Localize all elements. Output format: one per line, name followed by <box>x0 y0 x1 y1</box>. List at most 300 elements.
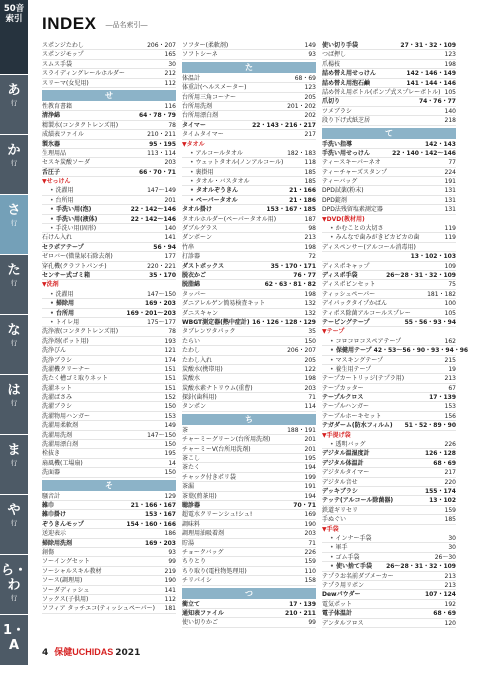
entry-name: 石けん入れ <box>42 234 73 242</box>
index-column-2 <box>182 41 316 628</box>
index-entry <box>42 346 176 355</box>
entry-pages: 169・203 <box>144 539 176 547</box>
entry-pages: 149 <box>304 42 316 49</box>
entry-pages: 202 <box>304 112 316 120</box>
index-entry <box>182 111 316 120</box>
entry-pages: 192 <box>444 600 456 608</box>
index-entry <box>182 600 316 609</box>
entry-pages: 220・221 <box>147 262 176 270</box>
entry-pages: 150 <box>164 403 176 411</box>
index-entry <box>42 567 176 576</box>
entry-name: 洗浄剤(ポット用) <box>42 337 89 345</box>
index-entry <box>322 60 456 69</box>
entry-pages: 116 <box>164 102 176 110</box>
index-entry <box>42 60 176 69</box>
entry-pages: 206・207 <box>147 42 176 49</box>
entry-pages: 151 <box>164 375 176 383</box>
entry-name: ダニスキャン <box>182 309 219 317</box>
entry-name: ディスポキャップ <box>322 262 370 270</box>
entry-pages: 190 <box>304 520 316 528</box>
index-entry <box>182 50 316 59</box>
tab-suffix: 行 <box>10 459 18 467</box>
index-entry <box>182 576 316 585</box>
index-entry <box>182 384 316 393</box>
index-entry <box>42 576 176 585</box>
entry-name: セラポアテープ <box>42 243 84 251</box>
index-entry <box>322 421 456 430</box>
entry-pages: 150 <box>164 441 176 449</box>
index-entry <box>42 215 176 224</box>
entry-pages: 217 <box>444 469 456 477</box>
index-entry <box>322 116 456 125</box>
entry-name: 洗面器 <box>42 469 61 477</box>
index-entry <box>182 454 316 463</box>
entry-pages: 213 <box>444 581 456 589</box>
entry-pages: 22・142〜146 <box>130 206 176 214</box>
tab-2[interactable] <box>0 134 28 194</box>
entry-name: 鉄道ギリセリ <box>322 506 358 514</box>
entry-name: 茶こし <box>182 455 201 463</box>
entry-pages: 193 <box>164 337 176 345</box>
index-entry <box>42 374 176 383</box>
index-entry <box>182 224 316 233</box>
category-heading: ▼DVD(教材用) <box>322 215 365 223</box>
section-heading: そ <box>42 480 176 491</box>
entry-name: 炭酸水素ナトリウム(重曹) <box>182 384 253 392</box>
index-entry <box>322 88 456 97</box>
entry-name: 洗濯ネット <box>42 384 73 392</box>
entry-name: デンタルフロス <box>322 619 364 627</box>
entry-pages: 199 <box>304 473 316 481</box>
tab-suffix: 行 <box>10 279 18 287</box>
category-heading: ▼洗剤 <box>42 281 59 289</box>
index-entry <box>42 595 176 604</box>
index-entry <box>322 69 456 78</box>
entry-name: • みんなで歯みがきピカピカの歯 <box>330 233 419 241</box>
entry-name: テーピングテープ <box>322 318 370 326</box>
category-heading: ▼手袋 <box>322 525 339 533</box>
index-entry <box>182 473 316 482</box>
tab-7[interactable] <box>0 434 28 494</box>
index-entry <box>182 186 316 195</box>
entry-name: • 手洗い用(固形) <box>50 224 96 232</box>
entry-name: 体重計(ヘルスメーター) <box>182 84 247 92</box>
entry-pages: 191 <box>444 178 456 186</box>
entry-pages: 210・211 <box>284 609 316 617</box>
entry-pages: 19 <box>448 365 456 373</box>
entry-name: 詰め替え用せっけん <box>322 70 376 78</box>
entry-pages: 132 <box>304 309 316 317</box>
entry-pages: 213 <box>304 234 316 242</box>
tab-suffix: 行 <box>10 159 18 167</box>
tab-8[interactable] <box>0 494 28 554</box>
index-entry <box>322 252 456 261</box>
entry-pages: 194 <box>304 464 316 472</box>
tab-kana: さ <box>7 203 21 218</box>
index-entry <box>182 130 316 139</box>
entry-name: デジタルタイマー <box>322 469 370 477</box>
entry-pages: 177 <box>164 253 176 261</box>
entry-name: • タオルぞうきん <box>190 186 238 194</box>
brand-logo: 保健UCHIDAS <box>54 647 114 657</box>
index-entry <box>42 318 176 327</box>
page-number: 4 <box>42 648 49 658</box>
index-entry <box>182 215 316 224</box>
entry-pages: 55・56・93・94 <box>404 318 456 326</box>
entry-pages: 141 <box>164 234 176 242</box>
tab-suffix: 行 <box>10 399 18 407</box>
index-entry <box>42 205 176 214</box>
index-entry <box>42 290 176 299</box>
entry-pages: 187 <box>304 215 316 223</box>
index-entry <box>42 121 176 130</box>
entry-name: Dewパウダー <box>322 591 361 599</box>
entry-name: 手ぬぐい <box>322 516 347 524</box>
index-entry <box>182 609 316 618</box>
tab-kana: は <box>7 383 21 398</box>
entry-pages: 186 <box>164 530 176 538</box>
entry-name: ソックス(子供用) <box>42 595 89 603</box>
section-heading: た <box>182 62 316 73</box>
entry-name: 洗濯用漂白剤 <box>42 441 79 449</box>
tab-1[interactable] <box>0 74 28 134</box>
fifty-sound-index-tabs <box>0 0 28 665</box>
index-entry <box>182 299 316 308</box>
entry-name: 茶 <box>182 426 189 434</box>
index-entry <box>42 271 176 280</box>
entry-pages: 118 <box>304 159 316 167</box>
index-entry <box>182 393 316 402</box>
entry-name: 性教育書籍 <box>42 102 73 110</box>
entry-pages: 190 <box>164 577 176 585</box>
entry-name: デッキブラシ <box>322 488 358 496</box>
index-entry <box>42 111 176 120</box>
index-entry <box>182 271 316 280</box>
entry-pages: 76・77 <box>293 272 316 279</box>
entry-pages: 201 <box>164 196 176 204</box>
entry-pages: 181・182 <box>427 290 456 298</box>
index-entry <box>42 130 176 139</box>
entry-pages: 109 <box>444 262 456 270</box>
entry-name: デジタル音せ <box>322 478 358 486</box>
entry-name: タブレンワタパック <box>182 328 236 336</box>
entry-name: スリーマ(女児用) <box>42 79 89 87</box>
index-entry <box>42 79 176 88</box>
index-entry <box>42 384 176 393</box>
entry-pages: 165 <box>164 51 176 59</box>
tab-kana: た <box>7 263 21 278</box>
entry-name: ティースキーパーネオ <box>322 159 381 167</box>
entry-name: ちりとり <box>182 558 207 566</box>
entry-name: • 養生用テープ <box>330 365 371 373</box>
entry-name: たらい <box>182 337 201 345</box>
entry-name: ソーイングセット <box>42 558 90 566</box>
index-entry <box>42 102 176 111</box>
entry-pages: 114 <box>304 403 316 411</box>
index-entry <box>322 572 456 581</box>
entry-name: テープルハンガー <box>322 403 370 411</box>
index-entry <box>322 168 456 177</box>
entry-pages: 213 <box>444 375 456 383</box>
index-entry <box>42 492 176 501</box>
entry-name: 超電水クリーンシュ!シュ! <box>182 511 253 519</box>
index-entry <box>182 426 316 435</box>
index-entry <box>182 41 316 50</box>
index-entry <box>322 506 456 515</box>
section-heading: せ <box>42 90 176 101</box>
index-entry <box>322 186 456 195</box>
entry-name: 脱衣かご <box>182 272 207 279</box>
entry-pages: 153・167 <box>144 511 176 519</box>
entry-name: ダブルグラス <box>182 225 218 233</box>
index-entry <box>182 318 316 327</box>
index-entry <box>42 459 176 468</box>
entry-pages: 159 <box>304 558 316 566</box>
entry-name: ダンボーン <box>182 234 212 242</box>
index-entry <box>182 83 316 92</box>
index-entry <box>322 243 456 252</box>
entry-pages: 119 <box>444 234 456 242</box>
index-entry <box>42 539 176 548</box>
entry-pages <box>454 243 456 251</box>
index-entry <box>182 262 316 271</box>
entry-pages: 147〜149 <box>147 187 176 195</box>
entry-pages: 51・52・89・90 <box>404 422 456 430</box>
entry-pages: 150 <box>304 337 316 345</box>
entry-name: 創傷 <box>42 548 55 556</box>
entry-pages: 226 <box>444 441 456 449</box>
page-footer <box>42 645 140 658</box>
index-entry <box>182 374 316 383</box>
entry-name: 製氷器 <box>42 140 61 148</box>
entry-pages: 112 <box>164 79 176 87</box>
index-entry <box>42 412 176 421</box>
entry-name: 詰め替え用ボトル(ポンプ式スプレーボトル) <box>322 88 441 96</box>
entry-name: • タオル・バスタオル <box>190 177 249 185</box>
index-entry <box>42 548 176 557</box>
entry-name: ソーダディッシュ <box>42 586 90 594</box>
index-entry <box>322 468 456 477</box>
section-heading: ち <box>182 414 316 425</box>
entry-pages: 21・166・167 <box>130 502 176 509</box>
entry-name: 貯湯 <box>182 539 195 547</box>
index-entry <box>42 140 176 149</box>
entry-name: 洗浄ブラシ <box>42 356 73 364</box>
entry-name: テッテ(アルコール除菌器) <box>322 497 394 505</box>
tab-6[interactable] <box>0 374 28 434</box>
entry-name: 使い切り手袋 <box>322 42 359 49</box>
index-entry <box>182 243 316 252</box>
entry-pages: 149 <box>164 422 176 430</box>
entry-pages: 70・71 <box>293 501 316 509</box>
year: 2021 <box>115 648 141 658</box>
index-entry <box>322 609 456 618</box>
entry-name: 洗濯ブラシ <box>42 403 73 411</box>
index-entry <box>42 440 176 449</box>
tab-4[interactable] <box>0 254 28 314</box>
entry-pages: 13・102 <box>429 497 456 505</box>
entry-name: テープカッター <box>322 384 364 392</box>
entry-pages: 72 <box>308 253 316 261</box>
entry-name: 茶漏 <box>182 483 195 491</box>
index-entry <box>42 69 176 78</box>
index-entry <box>322 562 456 571</box>
index-entry <box>322 365 456 374</box>
tab-5[interactable] <box>0 314 28 374</box>
entry-name: 探針(歯科用) <box>182 394 217 402</box>
entry-pages: 224 <box>444 168 456 176</box>
entry-pages: 93 <box>308 51 316 59</box>
entry-pages: 122 <box>304 365 316 373</box>
entry-name: タッパー <box>182 290 207 298</box>
entry-pages: 17・139 <box>289 600 316 608</box>
entry-pages: 99 <box>168 558 176 566</box>
index-entry <box>322 440 456 449</box>
index-entry <box>182 567 316 576</box>
tab-suffix: 行 <box>10 594 18 602</box>
section-heading: つ <box>182 588 316 599</box>
index-entry <box>182 463 316 472</box>
entry-pages: 93 <box>168 548 176 556</box>
entry-pages: 159 <box>444 506 456 514</box>
entry-name: • 台所用 <box>50 309 74 317</box>
entry-pages: 220 <box>444 478 456 486</box>
entry-pages: 210・211 <box>147 131 176 139</box>
tab-kana: あ <box>7 83 21 98</box>
entry-name: テガダーム(防水フィルム) <box>322 422 393 430</box>
entry-name: デジタル体温計 <box>322 459 364 467</box>
index-entry <box>322 496 456 505</box>
index-entry <box>182 365 316 374</box>
index-entry <box>42 468 176 477</box>
index-entry <box>182 280 316 289</box>
entry-pages: 78 <box>168 328 176 336</box>
entry-name: ゼロバー(微量尿石除去剤) <box>42 253 113 261</box>
entry-pages: 140 <box>444 107 456 115</box>
entry-pages: 62・63・81・82 <box>264 281 316 289</box>
entry-name: 竹串 <box>182 243 195 251</box>
index-entry <box>322 280 456 289</box>
entry-name: 電気ポット <box>322 600 353 608</box>
entry-name: 送迎表示 <box>42 530 67 538</box>
entry-pages: 113・114 <box>147 149 176 157</box>
entry-pages: 120 <box>444 619 456 627</box>
entry-name: • 使い捨て手袋 <box>330 562 372 570</box>
entry-name: 生理用品 <box>42 149 67 157</box>
index-entry <box>322 553 456 562</box>
entry-pages: 17・139 <box>429 394 456 402</box>
entry-pages: 213 <box>444 572 456 580</box>
entry-name: 清浄綿 <box>42 112 61 120</box>
index-entry <box>322 459 456 468</box>
index-entry <box>322 600 456 609</box>
entry-name: 衝立て <box>182 600 201 608</box>
entry-pages: 169 <box>304 511 316 519</box>
index-entry <box>42 449 176 458</box>
page-header <box>42 14 148 34</box>
index-entry <box>322 356 456 365</box>
entry-pages: 74・76・77 <box>418 98 456 106</box>
entry-pages: 142・143 <box>424 140 456 148</box>
index-entry <box>182 435 316 444</box>
entry-name: テーブルホーキセット <box>322 412 382 420</box>
entry-name: ソフター(柔軟剤) <box>182 42 229 49</box>
entry-name: 洗濯ばさみ <box>42 394 73 402</box>
entry-pages: 30 <box>168 60 176 68</box>
page-subtitle: ―品名索引― <box>105 21 148 29</box>
entry-name: 栓抜き <box>42 450 61 458</box>
index-entry <box>182 290 316 299</box>
index-entry <box>182 510 316 519</box>
entry-name: ソーシャルスキル教材 <box>42 567 102 575</box>
entry-name: 精製水(コンタクトレンズ用) <box>42 121 119 129</box>
entry-pages: 205 <box>304 93 316 101</box>
index-entry <box>322 393 456 402</box>
index-entry <box>182 501 316 510</box>
tab-10[interactable] <box>0 614 28 674</box>
index-entry <box>322 515 456 524</box>
index-entry <box>322 449 456 458</box>
entry-pages: 153・167・185 <box>266 206 316 214</box>
entry-pages: 191 <box>304 483 316 491</box>
index-label: 50音索引 <box>0 0 28 74</box>
entry-name: タオル掛け <box>182 206 213 214</box>
entry-name: テープルクロス <box>322 394 364 402</box>
entry-pages: 26〜28・31・32・109 <box>386 563 456 571</box>
tab-9[interactable] <box>0 554 28 614</box>
index-entry <box>322 590 456 599</box>
entry-pages: 22・140・142〜146 <box>392 149 456 157</box>
index-entry <box>322 177 456 186</box>
entry-pages: 219 <box>164 567 176 575</box>
entry-pages: 140 <box>164 225 176 233</box>
entry-name: • アルコールタオル <box>190 149 243 157</box>
tab-suffix: 行 <box>10 339 18 347</box>
entry-name: たわし入れ <box>182 356 213 364</box>
entry-pages: 42・53〜56・90・93・94・96 <box>373 347 469 355</box>
entry-name: 爪楊枝 <box>322 60 341 68</box>
index-entry <box>322 233 456 242</box>
index-entry <box>182 482 316 491</box>
entry-name: ティーバッグ <box>322 178 358 186</box>
entry-name: ぞうきんモップ <box>42 520 84 528</box>
entry-pages: 153 <box>444 403 456 411</box>
entry-name: WBGT測定器(熱中症計) <box>182 318 250 326</box>
entry-pages: 66・70・71 <box>138 168 176 176</box>
index-entry <box>42 421 176 430</box>
entry-pages: 198 <box>304 290 316 298</box>
index-entry <box>322 619 456 628</box>
index-entry <box>322 262 456 271</box>
index-entry <box>322 581 456 590</box>
index-entry <box>322 224 456 233</box>
entry-name: セスキ炭酸ソーダ <box>42 159 91 167</box>
entry-name: • コロコロコスペアテープ <box>330 337 401 345</box>
tab-3[interactable] <box>0 194 28 254</box>
index-entry <box>42 337 176 346</box>
entry-name: 扇風機(工場扇) <box>42 459 83 467</box>
entry-name: 洗濯用柔軟剤 <box>42 422 79 430</box>
tab-kana: 1・A <box>2 623 26 653</box>
entry-name: ソフトシーネ <box>182 51 218 59</box>
index-entry <box>322 79 456 88</box>
entry-name: 脱脂綿 <box>182 281 201 289</box>
category-heading: ▼タオル <box>182 140 205 148</box>
index-entry <box>42 158 176 167</box>
entry-name: 掃除用洗剤 <box>42 539 73 547</box>
index-entry <box>322 107 456 116</box>
index-entry <box>182 445 316 454</box>
